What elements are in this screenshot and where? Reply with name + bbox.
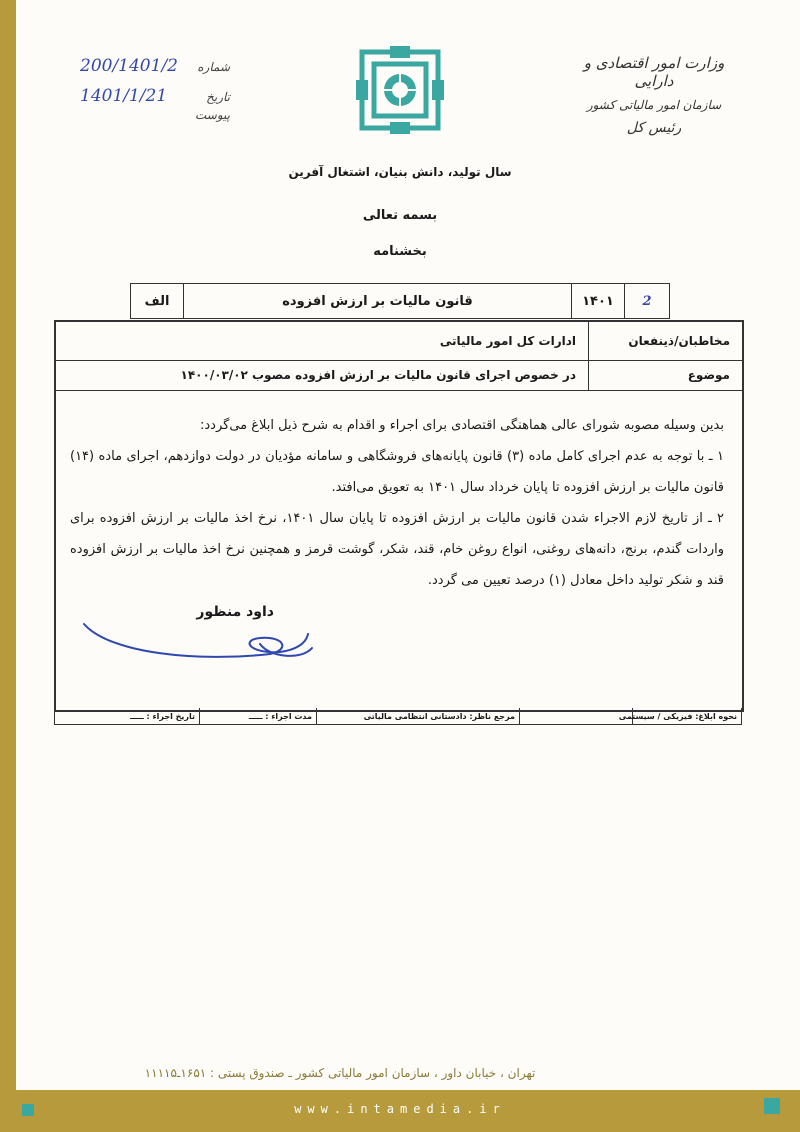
recipients-value: ادارات کل امور مالیاتی [439, 334, 576, 348]
seal-logo-icon [356, 46, 444, 134]
body-intro: بدین وسیله مصوبه شورای عالی هماهنگی اقتصادی برای اجراء و اقدام به شرح ذیل ابلاغ می‌گردد: [200, 418, 724, 433]
postal-address: تهران ، خیابان داور ، سازمان امور مالیاتی کشور ـ صندوق پستی : ۱۶۵۱ـ۱۱۱۱۵ [144, 1066, 536, 1080]
circular-body-box [54, 320, 744, 712]
bismillah: بسمه تعالی [362, 208, 438, 223]
attachment-label: پیوست [195, 108, 230, 122]
number-value: 200/1401/2 [80, 56, 178, 76]
organization-name: سازمان امور مالیاتی کشور [586, 98, 722, 112]
circular-series: الف [144, 293, 170, 309]
doc-type: بخشنامه [373, 244, 427, 259]
signature-icon [80, 614, 320, 674]
date-label: تاریخ [206, 90, 230, 104]
subject-value: در خصوص اجرای قانون مالیات بر ارزش افزوده مصوب ۱۴۰۰/۰۳/۰۲ [180, 368, 576, 382]
delivery-method: نحوه ابلاغ: فیزیکی / سیستمی [632, 708, 741, 724]
ministry-name: وزارت امور اقتصادی و دارایی [583, 54, 725, 90]
subject-label: موضوع [588, 360, 742, 390]
website-link[interactable]: www.intamedia.ir [294, 1102, 506, 1116]
letter-meta [80, 56, 230, 134]
subject-row [56, 360, 742, 391]
head-title: رئیس کل [626, 120, 682, 136]
blank-cell [519, 708, 632, 724]
body-item-2: ۲ ـ از تاریخ لازم الاجراء شدن قانون مالیات بر ارزش افزوده تا پایان سال ۱۴۰۱، نرخ اخذ مالیات بر ارزش افزوده برای واردات گندم، برنج، دانه‌های روغنی، انواع روغن خام، قند، شکر، گوشت قرمز و همچنین نرخ اخذ مالیات بر ارزش افزوده قند و شکر تولید داخل معادل (۱) درصد تعیین می گردد. [70, 511, 724, 588]
circular-year: ۱۴۰۱ [571, 284, 624, 318]
date-value: 1401/1/21 [80, 86, 168, 106]
ministry-letterhead [564, 54, 744, 136]
execution-duration: مدت اجراء : ـــــ [199, 708, 316, 724]
number-label: شماره [197, 60, 230, 74]
circular-title-bar [130, 283, 670, 319]
body-item-1: ۱ ـ با توجه به عدم اجرای کامل ماده (۳) قانون پایانه‌های فروشگاهی و سامانه مؤدیان در دولت دوازدهم، اجرای ماده (۱۴) قانون مالیات بر ارزش افزوده تا پایان خرداد سال ۱۴۰۱ به تعویق می‌افتد. [70, 449, 724, 495]
recipients-row [56, 322, 742, 361]
execution-date: تاریخ اجراء : ـــــ [130, 711, 195, 721]
circular-law: قانون مالیات بر ارزش افزوده [183, 284, 571, 318]
body-text [70, 410, 724, 596]
recipients-label: مخاطبان/ذینفعان [588, 322, 742, 360]
year-slogan: سال تولید، دانش بنیان، اشتغال آفرین [288, 165, 512, 179]
circular-count: 2 [624, 284, 669, 318]
bottom-info-strip [54, 708, 742, 725]
supervising-authority: مرجع ناظر: دادستانی انتظامی مالیاتی [316, 708, 519, 724]
signer-name: داود منظور [196, 604, 274, 620]
